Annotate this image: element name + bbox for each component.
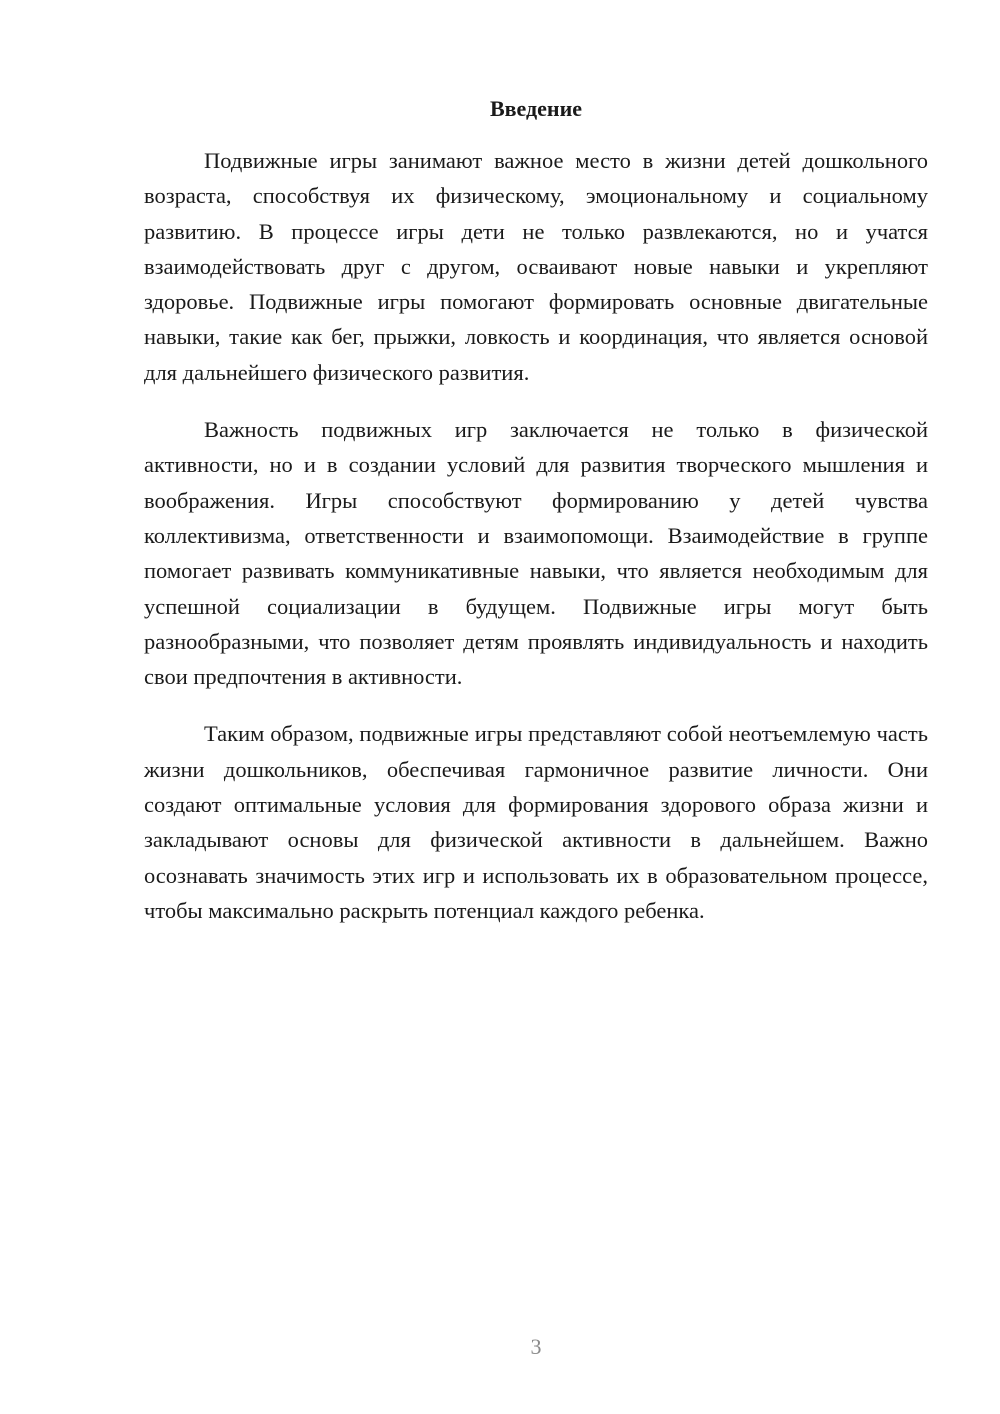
paragraph-3: Таким образом, подвижные игры представляют собой неотъемлемую часть жизни дошкольников, обеспечивая гармоничное развитие личности. Они создают оптимальные условия для формирования здорового образа жизни и закладывают основы для физической активности в дальнейшем. Важно осознавать значимость этих игр и использовать их в образовательном процессе, чтобы максимально раскрыть потенциал каждого ребенка. bbox=[144, 721, 928, 923]
paragraph-1: Подвижные игры занимают важное место в жизни детей дошкольного возраста, способствуя их физическому, эмоциональному и социальному развитию. В процессе игры дети не только развлекаются, но и учатся взаимодействовать друг с другом, осваивают новые навыки и укрепляют здоровье. Подвижные игры помогают формировать основные двигательные навыки, такие как бег, прыжки, ловкость и координация, что является основой для дальнейшего физического развития. bbox=[144, 148, 928, 385]
body-text bbox=[144, 143, 928, 950]
page-number: 3 bbox=[530, 1334, 542, 1359]
paragraph-2: Важность подвижных игр заключается не только в физической активности, но и в создании условий для развития творческого мышления и воображения. Игры способствуют формированию у детей чувства коллективизма, ответственности и взаимопомощи. Взаимодействие в группе помогает развивать коммуникативные навыки, что является необходимым для успешной социализации в будущем. Подвижные игры могут быть разнообразными, что позволяет детям проявлять индивидуальность и находить свои предпочтения в активности. bbox=[144, 417, 928, 690]
page-title: Введение bbox=[489, 96, 583, 121]
